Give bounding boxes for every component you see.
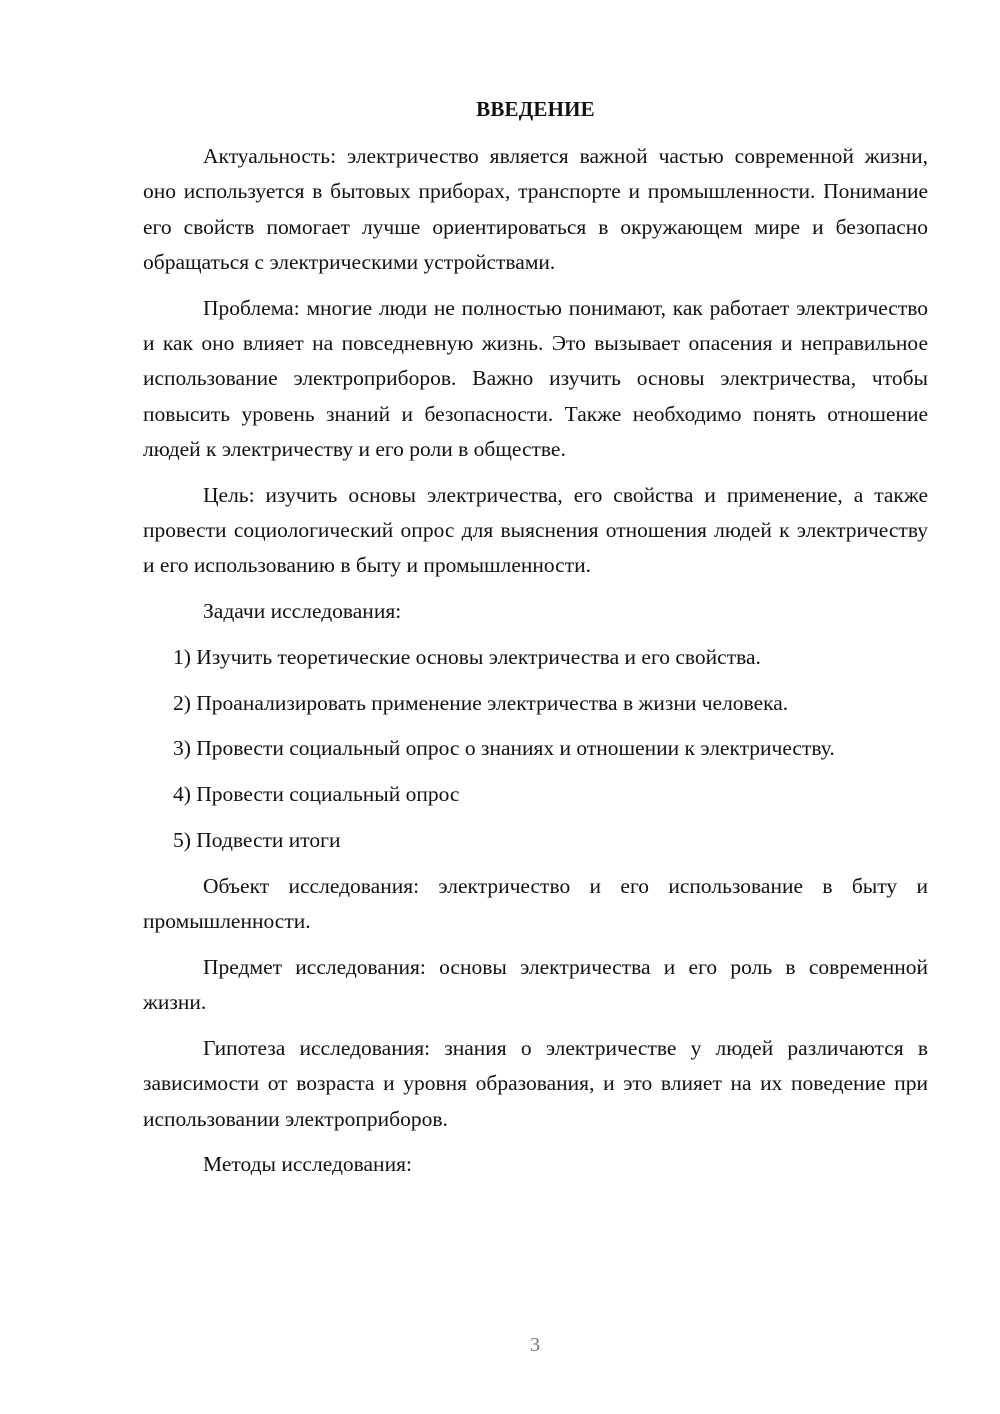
tasks-intro-paragraph: Задачи исследования: [203,599,402,624]
page-content [143,92,928,1193]
task-item-2: 2) Проанализировать применение электричества в жизни человека. [173,690,789,715]
section-heading: ВВЕДЕНИЕ [476,97,595,121]
task-item-5: 5) Подвести итоги [173,828,341,853]
problem-paragraph: Проблема: многие люди не полностью понимают, как работает электричество и как оно влияет на повседневную жизнь. Это вызывает опасения и неправильное использование электроприборов. Важно изучить основы электричества, чтобы повысить уровень знаний и безопасности. Также необходимо понять отношение людей к электричеству и его роли в обществе. [143,295,928,461]
methods-intro-paragraph: Методы исследования: [203,1152,412,1177]
task-item-1: 1) Изучить теоретические основы электричества и его свойства. [173,644,761,669]
goal-paragraph: Цель: изучить основы электричества, его свойства и применение, а также провести социологический опрос для выяснения отношения людей к электричеству и его использованию в быту и промышленности. [143,482,928,578]
object-paragraph: Объект исследования: электричество и его использование в быту и промышленности. [143,873,928,934]
task-item-4: 4) Провести социальный опрос [173,782,460,807]
relevance-paragraph: Актуальность: электричество является важной частью современной жизни, оно используется в бытовых приборах, транспорте и промышленности. Понимание его свойств помогает лучше ориентироваться в окружающем мире и безопасно обращаться с электрическими устройствами. [143,144,928,274]
hypothesis-paragraph: Гипотеза исследования: знания о электричестве у людей различаются в зависимости от возраста и уровня образования, и это влияет на их поведение при использовании электроприборов. [143,1036,928,1131]
page-number: 3 [530,1334,540,1356]
task-item-3: 3) Провести социальный опрос о знаниях и отношении к электричеству. [173,736,835,761]
subject-paragraph: Предмет исследования: основы электричества и его роль в современной жизни. [143,954,928,1015]
